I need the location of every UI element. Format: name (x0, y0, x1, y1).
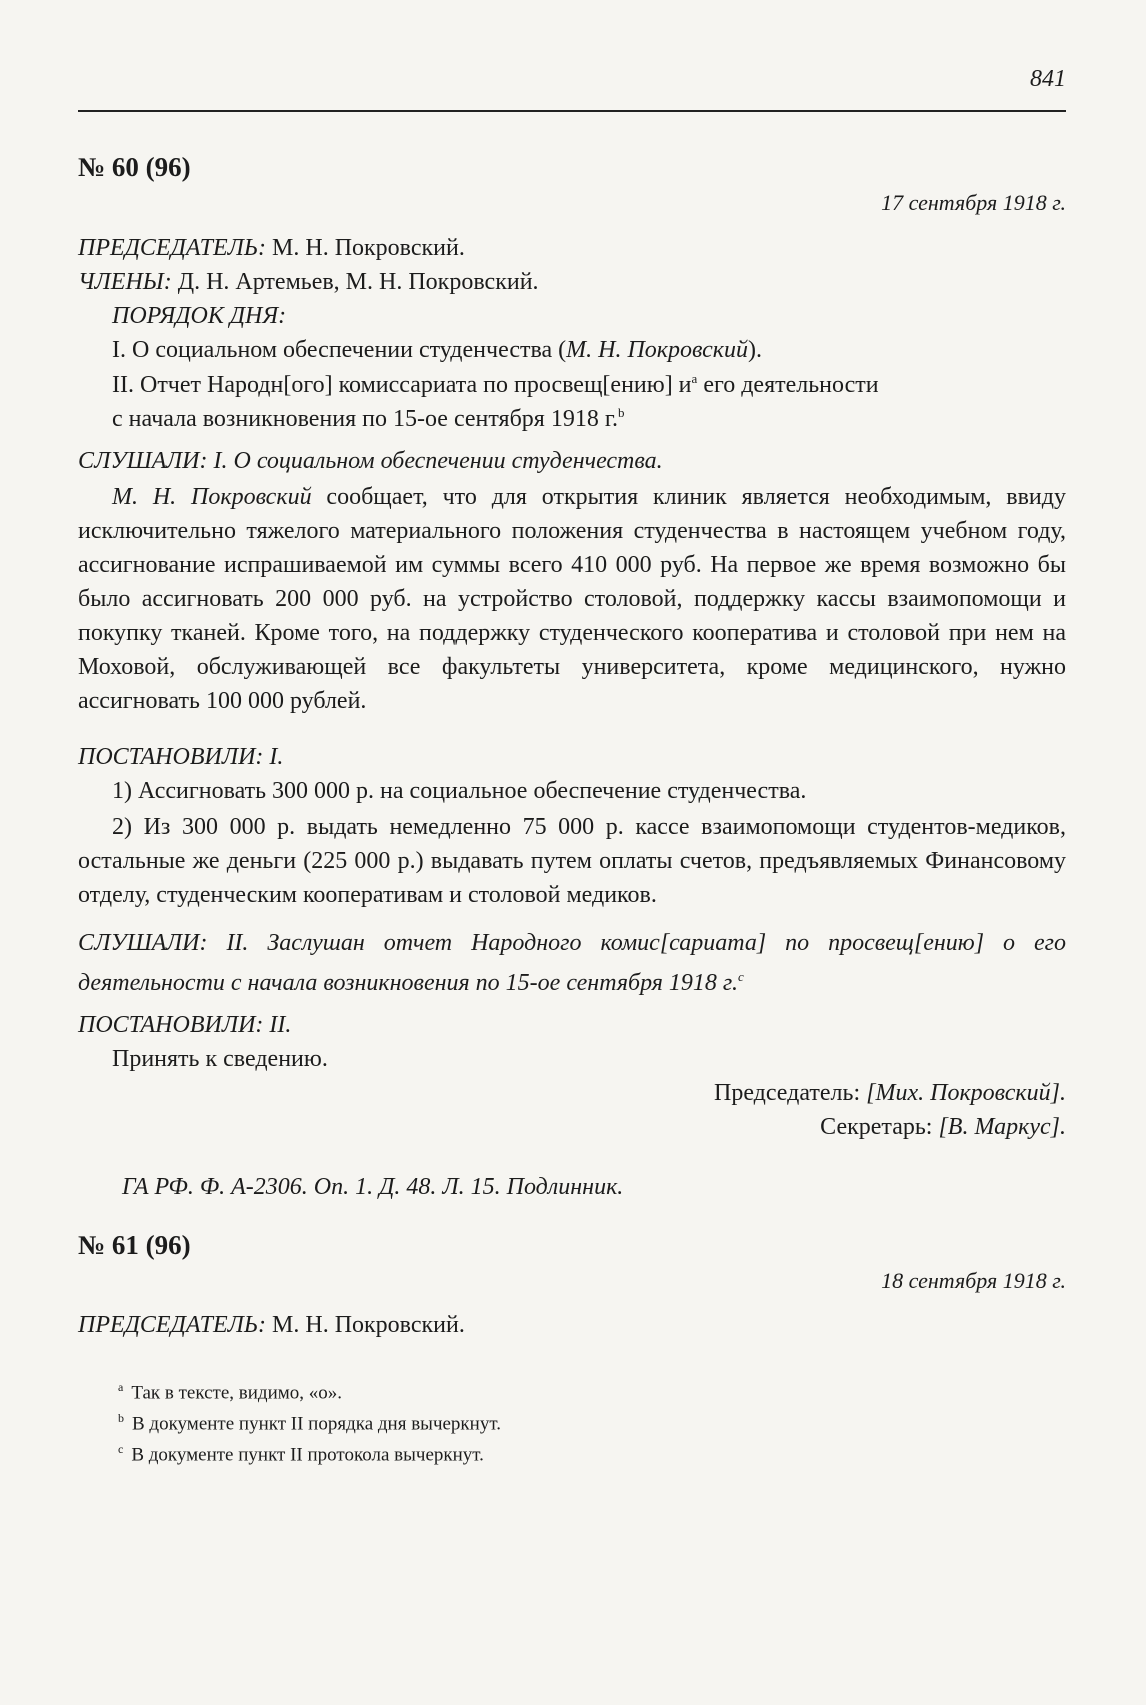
footnote-mark-a: а (691, 371, 698, 386)
agenda-item-2 (112, 371, 879, 399)
document-60-date: 17 сентября 1918 г. (881, 190, 1066, 215)
signature-chairman-label: Председатель: (713, 1080, 867, 1106)
resolved-2-text: Принять к сведению. (112, 1046, 328, 1072)
footnote-b-mark: b (118, 1411, 124, 1425)
signature-chairman-name: [Мих. Покровский]. (866, 1080, 1066, 1106)
resolved-1-heading: ПОСТАНОВИЛИ: I. (78, 744, 284, 770)
agenda-item-2-text: II. Отчет Народн[ого] комиссариата по просвещ[ению] и (112, 372, 692, 398)
agenda-item-2-cont-text: с начала возникновения по 15-ое сентября 1918 г. (112, 406, 618, 432)
footnote-b (118, 1411, 501, 1435)
chairman-label: ПРЕДСЕДАТЕЛЬ: (78, 235, 267, 261)
document-61-number: № 61 (96) (78, 1230, 191, 1260)
document-60-number: № 60 (96) (78, 152, 191, 182)
resolved-1-item-2-text: 2) Из 300 000 р. выдать немедленно 75 000 р. кассе взаимопомощи студентов-медиков, остальные же деньги (225 000 р.) выдавать путем оплаты счетов, предъявляемых Финансовому отделу, студенческим кооперативам и столовой медиков. (78, 814, 1066, 908)
archive-source: ГА РФ. Ф. А-2306. Оп. 1. Д. 48. Л. 15. Подлинник. (122, 1174, 624, 1200)
page-number: 841 (1030, 66, 1066, 92)
heard-1-heading: СЛУШАЛИ: I. О социальном обеспечении студенчества. (78, 448, 663, 474)
heard-1-speaker: М. Н. Покровский (112, 484, 312, 510)
doc61-chairman-line (78, 1312, 465, 1339)
agenda-item-2-text-end: его деятельности (697, 372, 879, 398)
doc61-chairman-label: ПРЕДСЕДАТЕЛЬ: (78, 1312, 267, 1338)
footnote-mark-b: b (617, 405, 625, 420)
document-61-date: 18 сентября 1918 г. (881, 1268, 1066, 1293)
doc61-chairman-name: М. Н. Покровский. (266, 1312, 465, 1338)
footnote-a-mark: a (118, 1380, 124, 1394)
resolved-2-heading: ПОСТАНОВИЛИ: II. (78, 1012, 292, 1038)
footnote-c-text: В документе пункт II протокола вычеркнут. (131, 1444, 484, 1466)
agenda-label: ПОРЯДОК ДНЯ: (112, 303, 287, 329)
resolved-1-item-1: 1) Ассигновать 300 000 р. на социальное обеспечение студенчества. (112, 778, 807, 804)
signature-secretary-label: Секретарь: (820, 1114, 939, 1140)
footnote-b-text: В документе пункт II порядка дня вычеркнут. (132, 1413, 501, 1435)
resolved-1-item-2 (78, 810, 1066, 912)
agenda-item-2-cont (112, 405, 624, 433)
agenda-item-1-speaker: М. Н. Покровский (566, 337, 748, 363)
signature-secretary-name: [В. Маркус]. (938, 1114, 1066, 1140)
heard-1-paragraph (78, 480, 1066, 718)
members-line (78, 269, 539, 296)
heard-2-text: СЛУШАЛИ: II. Заслушан отчет Народного комис[сариата] по просвещ[ению] о его деятельности с начала возникновения по 15-ое сентября 1918 г. (78, 930, 1066, 996)
chairman-line (78, 235, 465, 262)
footnote-c (118, 1442, 484, 1466)
heard-2-paragraph (78, 926, 1066, 1000)
signature-secretary (820, 1114, 1066, 1141)
heard-1-text: сообщает, что для открытия клиник является необходимым, ввиду исключительно тяжелого материального положения студенчества в настоящем учебном году, ассигнование испрашиваемой им суммы всего 410 000 руб. На первое же время возможно бы было ассигновать 200 000 руб. на устройство столовой, поддержку кассы взаимопомощи и покупку тканей. Кроме того, на поддержку студенческого кооператива и столовой при нем на Моховой, обслуживающей все факультеты университета, кроме медицинского, нужно ассигновать 100 000 рублей. (78, 484, 1066, 714)
header-rule (78, 110, 1066, 112)
agenda-item-1-end: ). (748, 337, 762, 363)
agenda-item-1 (112, 337, 762, 364)
footnote-a-text: Так в тексте, видимо, «о». (131, 1382, 343, 1404)
members-label: ЧЛЕНЫ: (78, 269, 172, 295)
footnote-c-mark: c (118, 1442, 124, 1456)
footnote-a (118, 1380, 342, 1404)
chairman-name: М. Н. Покровский. (266, 235, 465, 261)
agenda-item-1-text: I. О социальном обеспечении студенчества ( (112, 337, 567, 363)
members-names: Д. Н. Артемьев, М. Н. Покровский. (171, 269, 539, 295)
signature-chairman (714, 1080, 1066, 1107)
footnote-mark-c: c (737, 969, 744, 984)
